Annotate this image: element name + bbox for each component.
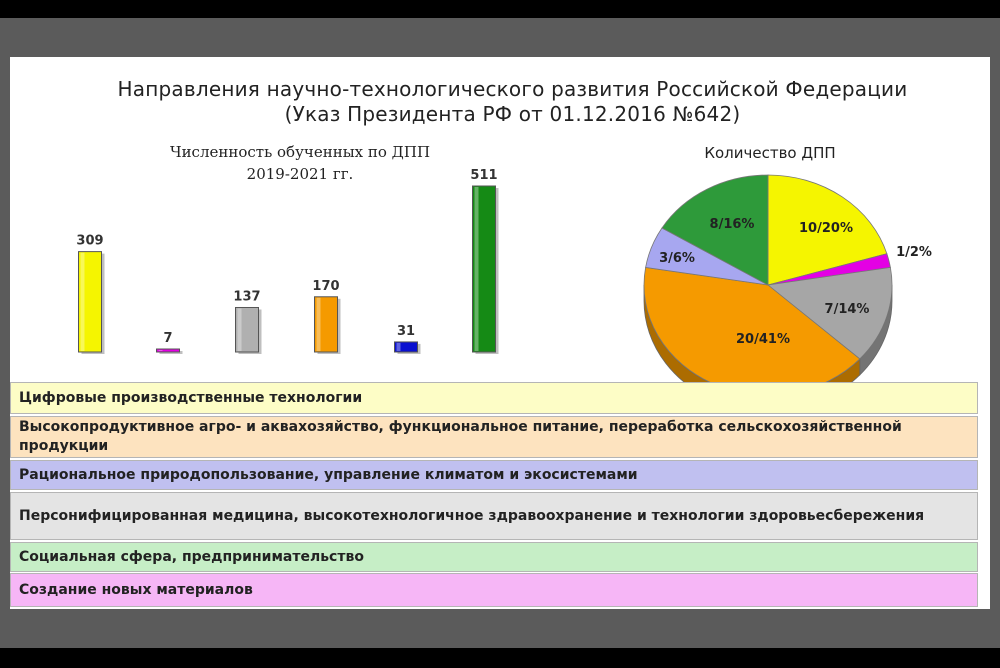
slide-title: Направления научно-технологического развития Российской Федерации <box>117 77 908 101</box>
pie-chart-title: Количество ДПП <box>704 144 836 162</box>
legend-row <box>10 573 978 607</box>
pie-label: 8/16% <box>709 217 755 232</box>
legend-row <box>10 492 978 540</box>
legend-row <box>10 460 978 490</box>
legend-row-label: Персонифицированная медицина, высокотехнологичное здравоохранение и технологии здоровьесбережения <box>19 507 925 524</box>
bar-value-label: 511 <box>470 168 498 183</box>
pie-label: 10/20% <box>799 221 853 236</box>
bar-highlight <box>397 343 401 351</box>
bar-highlight <box>81 253 85 351</box>
bar-highlight <box>159 350 163 351</box>
legend-row <box>10 416 978 458</box>
slide-subtitle: (Указ Президента РФ от 01.12.2016 №642) <box>284 102 741 126</box>
pie-label: 1/2% <box>896 245 932 260</box>
pie-label: 7/14% <box>824 302 870 317</box>
bar-value-label: 170 <box>312 278 340 294</box>
bar-highlight <box>317 298 321 351</box>
bar-value-label: 309 <box>76 233 104 249</box>
bar-highlight <box>475 187 479 351</box>
legend-row <box>10 382 978 414</box>
legend-row-label: Рациональное природопользование, управление климатом и экосистемами <box>19 466 638 483</box>
legend-row-label: Социальная сфера, предпринимательство <box>19 548 364 565</box>
pie-label: 3/6% <box>659 251 695 266</box>
bar-value-label: 7 <box>163 331 173 346</box>
legend-row-label: Создание новых материалов <box>19 581 253 598</box>
legend-row-label: Высокопродуктивное агро- и аквахозяйство, функциональное питание, переработка сельскохозяйственной продукции <box>19 419 902 454</box>
legend-row-label: Цифровые производственные технологии <box>19 389 363 406</box>
pie-label: 20/41% <box>736 332 790 347</box>
legend-row <box>10 542 978 572</box>
bar-chart-title-line-2: 2019-2021 гг. <box>246 165 354 183</box>
bar-chart-title-line-1: Численность обученных по ДПП <box>169 143 431 161</box>
bar-value-label: 137 <box>233 289 261 305</box>
bar-highlight <box>238 308 242 351</box>
bar-value-label: 31 <box>396 323 416 339</box>
